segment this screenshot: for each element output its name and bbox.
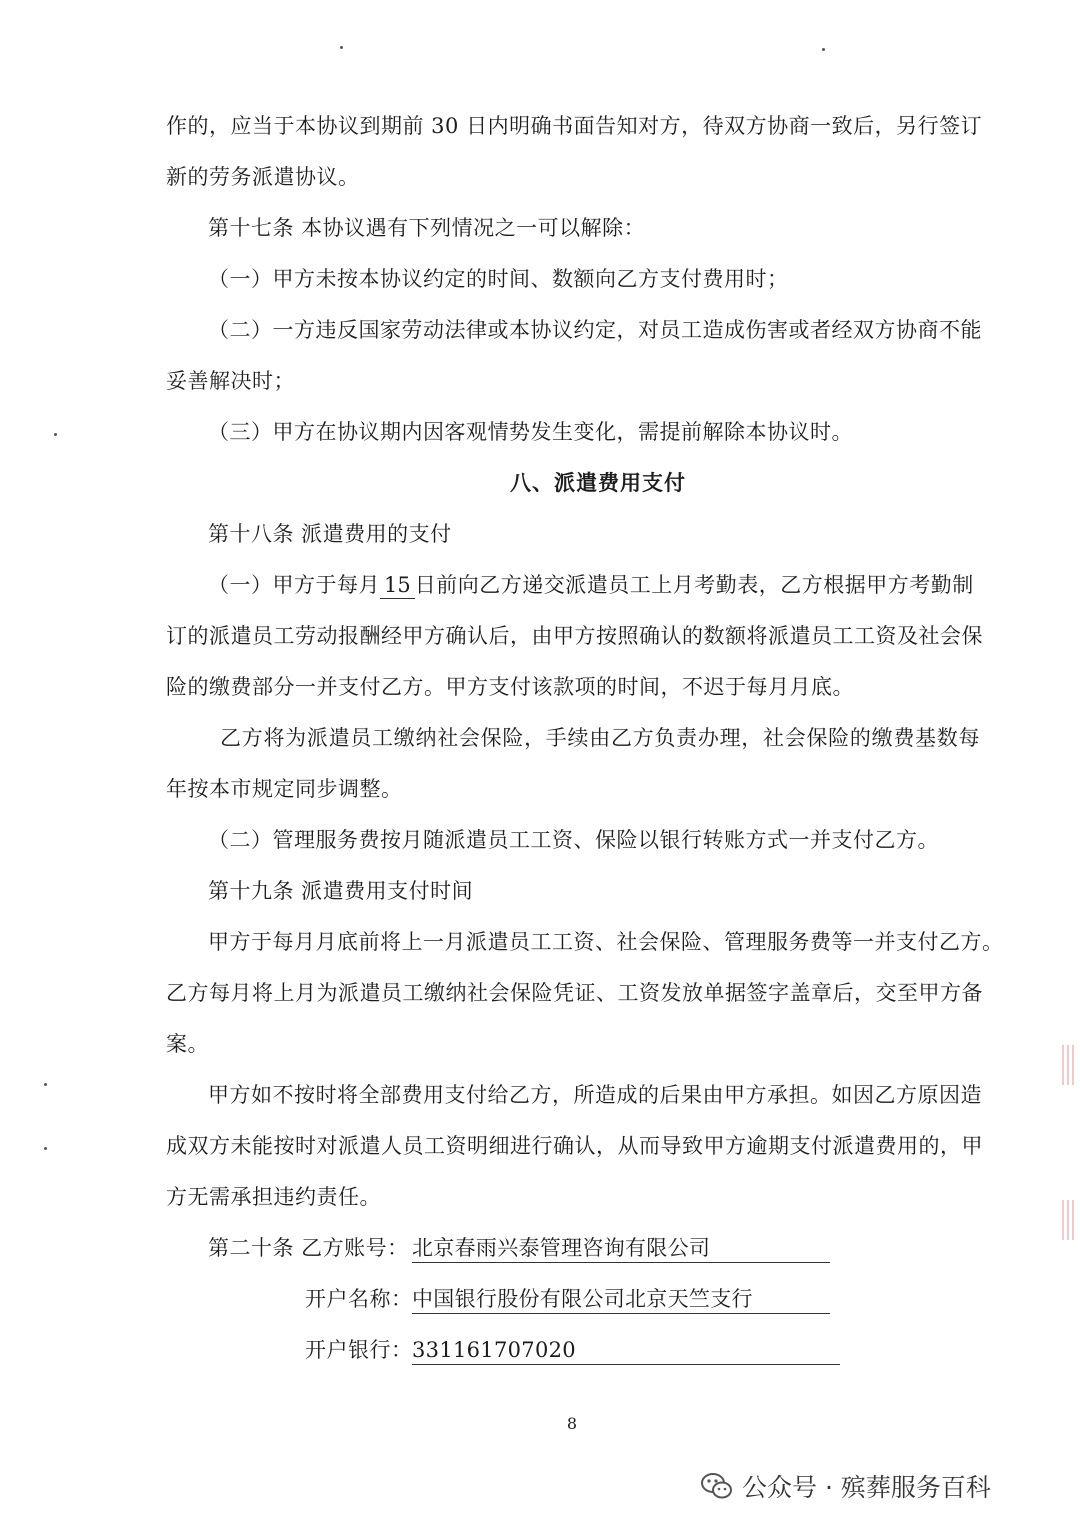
- clause-17-item-3: （三）甲方在协议期内因客观情势发生变化，需提前解除本协议时。: [208, 420, 853, 444]
- clause-19-title: 第十九条 派遣费用支付时间: [208, 879, 474, 903]
- paragraph-line: 方无需承担违约责任。: [166, 1185, 381, 1209]
- paragraph-line: 乙方将为派遣员工缴纳社会保险，手续由乙方负责办理，社会保险的缴费基数每: [220, 726, 980, 750]
- clause-18-item-1: [208, 570, 974, 600]
- scan-speck: [340, 46, 343, 49]
- paragraph-line: 险的缴费部分一并支付乙方。甲方支付该款项的时间，不迟于每月月底。: [166, 675, 854, 699]
- clause-20-label: 第二十条 乙方账号：: [208, 1236, 409, 1260]
- paragraph-line: 新的劳务派遣协议。: [166, 165, 360, 189]
- paragraph-line: 订的派遣员工劳动报酬经甲方确认后，由甲方按照确认的数额将派遣员工工资及社会保: [166, 624, 983, 648]
- clause-17-item-2: （二）一方违反国家劳动法律或本协议约定，对员工造成伤害或者经双方协商不能: [208, 318, 982, 342]
- paragraph-line: 年按本市规定同步调整。: [166, 777, 403, 801]
- clause-18-item-2: （二）管理服务费按月随派遣员工工资、保险以银行转账方式一并支付乙方。: [208, 828, 939, 852]
- bank-field: 331161707020: [412, 1336, 840, 1365]
- paragraph-line: 甲方于每月月底前将上一月派遣员工工资、社会保险、管理服务费等一并支付乙方。: [208, 930, 1004, 954]
- watermark: [700, 1468, 991, 1504]
- clause-18-item-1-prefix: （一）甲方于每月: [208, 573, 380, 597]
- account-name-label: 开户名称：: [305, 1287, 413, 1311]
- watermark-text: 公众号 · 殡葬服务百科: [742, 1473, 991, 1502]
- payment-day-field: 15: [380, 572, 415, 599]
- scan-speck: [44, 1147, 47, 1150]
- paragraph-line: 妥善解决时；: [166, 369, 295, 393]
- section-heading: 八、派遣费用支付: [510, 470, 686, 495]
- clause-18-title: 第十八条 派遣费用的支付: [208, 522, 452, 546]
- paragraph-line: 作的，应当于本协议到期前 30 日内明确书面告知对方，待双方协商一致后，另行签订: [166, 114, 983, 138]
- paragraph-line: 甲方如不按时将全部费用支付给乙方，所造成的后果由甲方承担。如因乙方原因造: [208, 1083, 982, 1107]
- seal-stamp-edge: [1062, 1200, 1076, 1240]
- paragraph-line: 案。: [166, 1032, 209, 1056]
- clause-18-item-1-suffix: 日前向乙方递交派遣员工上月考勤表，乙方根据甲方考勤制: [414, 573, 974, 597]
- page-number: 8: [566, 1414, 578, 1433]
- paragraph-line: 乙方每月将上月为派遣员工缴纳社会保险凭证、工资发放单据签字盖章后，交至甲方备: [166, 981, 983, 1005]
- wechat-icon: [700, 1471, 734, 1501]
- account-name-field: 中国银行股份有限公司北京天竺支行: [412, 1285, 830, 1314]
- clause-17-item-1: （一）甲方未按本协议约定的时间、数额向乙方支付费用时；: [208, 267, 789, 291]
- scan-speck: [54, 433, 57, 436]
- bank-label: 开户银行：: [305, 1338, 413, 1362]
- scan-speck: [822, 48, 825, 51]
- clause-17-title: 第十七条 本协议遇有下列情况之一可以解除：: [208, 216, 646, 240]
- scan-speck: [44, 1083, 47, 1086]
- account-number-field: 北京春雨兴泰管理咨询有限公司: [412, 1234, 830, 1263]
- paragraph-line: 成双方未能按时对派遣人员工资明细进行确认，从而导致甲方逾期支付派遣费用的，甲: [166, 1134, 983, 1158]
- seal-stamp-edge: [1062, 1045, 1076, 1085]
